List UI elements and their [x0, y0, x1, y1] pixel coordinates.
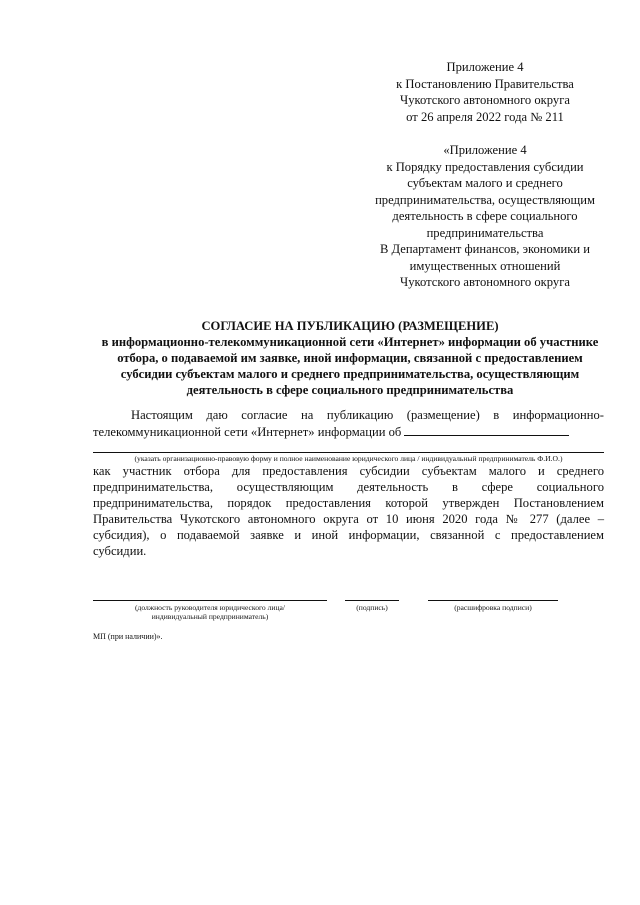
- appendix-original-header: [360, 142, 610, 241]
- applicant-field-hint: (указать организационно-правовую форму и полное наименование юридического лица / индивидуальный предприниматель Ф.И.О.): [134, 454, 563, 463]
- paragraph-line: предпринимательства, порядок предоставления которой утвержден Постановлением: [93, 496, 604, 510]
- title-line: в информационно-телекоммуникационной сети «Интернет» информации об участнике: [101, 335, 599, 349]
- addressee-line: Чукотского автономного округа: [400, 275, 570, 289]
- position-label-line: индивидуальный предприниматель): [151, 612, 269, 621]
- title-line: СОГЛАСИЕ НА ПУБЛИКАЦИЮ (РАЗМЕЩЕНИЕ): [201, 319, 499, 333]
- appendix-header: [370, 59, 600, 125]
- signature-line[interactable]: [345, 600, 399, 601]
- signature-decoding-line[interactable]: [428, 600, 558, 601]
- document-title: [80, 318, 620, 398]
- appendix-original-line: субъектам малого и среднего: [407, 176, 563, 190]
- consent-line-prefix: телекоммуникационной сети «Интернет» информации об: [93, 425, 402, 439]
- appendix-original-line: к Порядку предоставления субсидии: [386, 159, 584, 174]
- addressee-line: В Департамент финансов, экономики и: [379, 242, 591, 256]
- title-line: деятельность в сфере социального предпринимательства: [186, 383, 514, 397]
- paragraph-line: субсидии.: [93, 544, 147, 558]
- consent-paragraph: [93, 463, 604, 559]
- paragraph-line: субсидия), о подаваемой заявке и иной информации, связанной с предоставлением: [93, 528, 604, 542]
- paragraph-line: предпринимательства, осуществляющим деятельность в сфере социального: [93, 480, 604, 494]
- stamp-note: МП (при наличии)».: [93, 632, 163, 641]
- title-line: субсидии субъектам малого и среднего предпринимательства, осуществляющим: [120, 367, 580, 381]
- paragraph-line: как участник отбора для предоставления субсидии субъектам малого и среднего: [93, 464, 604, 478]
- appendix-header-line: к Постановлению Правительства: [396, 76, 574, 91]
- decoding-label: (расшифровка подписи): [454, 603, 532, 612]
- appendix-header-line: от 26 апреля 2022 года № 211: [406, 109, 564, 124]
- appendix-original-line: предпринимательства: [426, 225, 544, 240]
- appendix-original-line: «Приложение 4: [443, 143, 527, 157]
- position-label: [93, 603, 327, 621]
- applicant-name-line[interactable]: [93, 452, 604, 453]
- appendix-header-line: Приложение 4: [446, 60, 524, 74]
- consent-line-with-field: [93, 423, 604, 439]
- paragraph-line: Правительства Чукотского автономного округа от 10 июня 2020 года № 277 (далее –: [93, 512, 604, 526]
- appendix-original-line: деятельность в сфере социального: [392, 209, 578, 223]
- appendix-header-line: Чукотского автономного округа: [400, 93, 570, 107]
- addressee-line: имущественных отношений: [409, 258, 561, 273]
- appendix-original-line: предпринимательства, осуществляющим: [375, 192, 595, 207]
- consent-intro: [93, 407, 604, 439]
- addressee-block: [360, 241, 610, 291]
- consent-line: Настоящим даю согласие на публикацию (размещение) в информационно-: [131, 408, 604, 422]
- position-signature-line[interactable]: [93, 600, 327, 601]
- title-line: отбора, о подаваемой им заявке, иной информации, связанной с предоставлением: [117, 351, 583, 365]
- applicant-name-field[interactable]: [404, 423, 569, 436]
- signature-label: (подпись): [356, 603, 388, 612]
- position-label-line: (должность руководителя юридического лица/: [134, 603, 286, 612]
